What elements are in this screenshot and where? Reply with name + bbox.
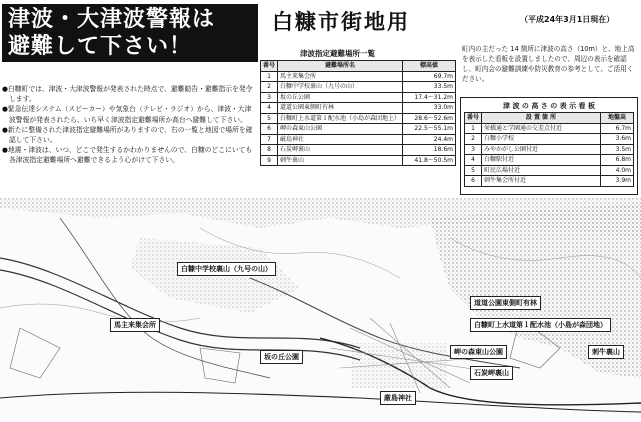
shelter-num: 2 (261, 82, 278, 93)
sign-alt: 4.0m (601, 165, 634, 176)
table-row (261, 145, 456, 156)
shelter-name: 白糠中学校裏山（九号の山） (278, 82, 403, 93)
table-row (465, 155, 634, 166)
sign-alt: 6.7m (601, 123, 634, 134)
map-label-shelter-4: 道道公園東側町有林 (470, 296, 541, 310)
sign-col-header: 設 置 箇 所 (482, 113, 601, 124)
table-row (261, 82, 456, 93)
shelter-num: 6 (261, 124, 278, 135)
shelter-table-caption: 津波指定避難場所一覧 (300, 49, 375, 58)
table-row (261, 92, 456, 103)
table-row (261, 124, 456, 135)
table-row (261, 113, 456, 124)
map-label-shelter-6: 岬の森東山公園 (450, 345, 507, 359)
table-row (261, 103, 456, 114)
map-label-shelter-8: 石炭岬裏山 (470, 366, 513, 380)
sign-num: 2 (465, 134, 482, 145)
map-label-shelter-3: 坂の丘公園 (260, 350, 303, 364)
sign-place: みやかがし公園付近 (482, 144, 601, 155)
note-item: ●地震・津波は、いつ、どこで発生するかわかりませんので、白糠のどこにいても各津波指定避難場所へ避難できるよう心がけて下さい。 (2, 146, 253, 165)
shelter-col-header: 避難場所名 (278, 61, 403, 72)
sign-place: 白糠駅付近 (482, 155, 601, 166)
map-label-shelter-9: 刺牛裏山 (588, 345, 624, 359)
map-label-shelter-2: 白糠中学校裏山（九号の山） (177, 262, 276, 276)
shelter-num: 9 (261, 155, 278, 166)
table-row (465, 134, 634, 145)
shelter-table (260, 60, 456, 166)
sign-col-header: 番号 (465, 113, 482, 124)
map-label-shelter-7: 厳島神社 (380, 391, 416, 405)
date-label: （平成24年3月1日現在） (520, 15, 615, 24)
shelter-num: 4 (261, 103, 278, 114)
shelter-alt: 33.5m (403, 82, 456, 93)
shelter-num: 8 (261, 145, 278, 156)
sign-table (464, 112, 634, 187)
shelter-col-header: 番号 (261, 61, 278, 72)
sign-num: 5 (465, 165, 482, 176)
shelter-alt: 33.0m (403, 103, 456, 114)
sign-place: 白糠小学校 (482, 134, 601, 145)
shelter-name: 道道公園東側町有林 (278, 103, 403, 114)
map-label-shelter-1: 馬主来集会所 (110, 318, 160, 332)
table-row (261, 71, 456, 82)
table-row (261, 155, 456, 166)
shelter-alt: 18.6m (403, 145, 456, 156)
table-row (465, 176, 634, 187)
table-row (261, 134, 456, 145)
shelter-name: 刺牛裏山 (278, 155, 403, 166)
sign-alt: 6.8m (601, 155, 634, 166)
sign-num: 6 (465, 176, 482, 187)
sign-table-caption: 津 波 の 高 さ の 表 示 看 板 (503, 102, 595, 110)
banner-line-1: 津波・大津波警報は (8, 6, 216, 32)
shelter-num: 7 (261, 134, 278, 145)
shelter-name: 坂の丘公園 (278, 92, 403, 103)
shelter-name: 馬主来集会所 (278, 71, 403, 82)
sign-alt: 3.5m (601, 144, 634, 155)
banner-line-2: 避難して下さい！ (8, 33, 193, 59)
sign-col-header: 地盤高 (601, 113, 634, 124)
shelter-alt: 24.4m (403, 134, 456, 145)
shelter-name: 厳島神社 (278, 134, 403, 145)
shelter-alt: 17.4〜31.2m (403, 92, 456, 103)
notes-section (2, 84, 254, 166)
shelter-alt: 41.8〜50.5m (403, 155, 456, 166)
shelter-num: 3 (261, 92, 278, 103)
shelter-name: 岬の森東山公園 (278, 124, 403, 135)
sign-place: 刺牛集会所付近 (482, 176, 601, 187)
sign-place: 栄橋通と学園通の交差点付近 (482, 123, 601, 134)
shelter-alt: 28.6〜52.6m (403, 113, 456, 124)
sign-alt: 3.9m (601, 176, 634, 187)
sign-place: 町民広場付近 (482, 165, 601, 176)
town-map (0, 198, 641, 418)
sign-num: 4 (465, 155, 482, 166)
table-row (465, 144, 634, 155)
sign-num: 3 (465, 144, 482, 155)
shelter-name: 白糠町上水道第１配水池（小島が森団地上） (278, 113, 403, 124)
page-title: 白糠市街地用 (272, 9, 410, 34)
note-item: ●新たに整備された津波指定避難場所がありますので、右の一覧と地図で場所を確認して下さい。 (2, 125, 253, 145)
sign-num: 1 (465, 123, 482, 134)
table-row (465, 165, 634, 176)
shelter-name: 石炭岬裏山 (278, 145, 403, 156)
table-row (465, 123, 634, 134)
sign-alt: 3.6m (601, 134, 634, 145)
map-label-shelter-5: 白糠町上水道第１配水池（小島が森団地） (470, 318, 611, 332)
shelter-num: 1 (261, 71, 278, 82)
shelter-alt: 69.7m (403, 71, 456, 82)
map-drawing (0, 198, 641, 418)
sign-note: 町内の主だった 14 箇所に津波の高さ（10m）と、地上高を表示した看板を設置しましたので、周辺の表示を確認し、町内会の避難訓練や防災教育の参考として、ご活用ください。 (462, 45, 635, 83)
note-item: ●白糠町では、津波・大津波警報が発表された時点で、避難勧告・避難指示を発令します。 (2, 85, 253, 104)
shelter-col-header: 標高値 (403, 61, 456, 72)
warning-banner (2, 4, 258, 62)
shelter-num: 5 (261, 113, 278, 124)
note-item: ●緊急伝達システム（スピーカー）や気象台（テレビ・ラジオ）から、津波・大津波警報が発表されたら、いち早く津波指定避難場所か高台へ避難して下さい。 (2, 105, 252, 124)
shelter-alt: 22.5〜55.1m (403, 124, 456, 135)
